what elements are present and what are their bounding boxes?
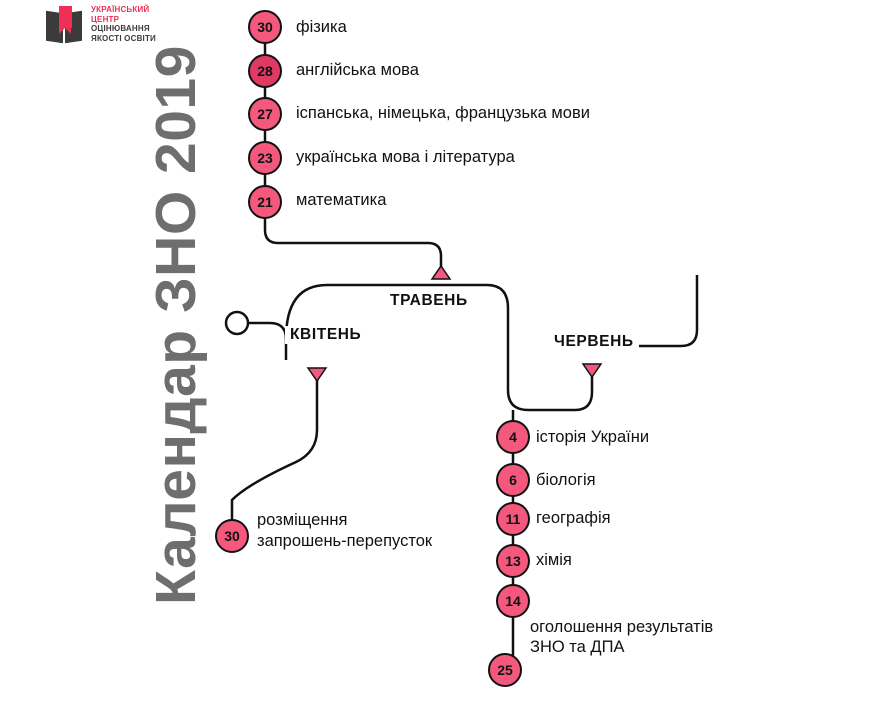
day-node-21-may[interactable]: 21 [248,185,282,219]
wire-april-top [248,323,286,360]
day-node-11-june[interactable]: 11 [496,502,530,536]
wire-june-connector [508,345,592,410]
day-node-27-may[interactable]: 27 [248,97,282,131]
day-node-25-june[interactable]: 25 [488,653,522,687]
day-node-4-june[interactable]: 4 [496,420,530,454]
day-node-30-may[interactable]: 30 [248,10,282,44]
day-node-13-june[interactable]: 13 [496,544,530,578]
day-node-30-april[interactable]: 30 [215,519,249,553]
day-node-14-june[interactable]: 14 [496,584,530,618]
june-arrow-marker [583,364,601,377]
day-node-6-june[interactable]: 6 [496,463,530,497]
event-label-ukrainian: українська мова і література [296,148,515,166]
event-label-english: англійська мова [296,61,419,79]
month-label-june: ЧЕРВЕНЬ [549,333,639,351]
event-label-invitations-line2: запрошень-перепусток [257,532,433,550]
event-label-geography: географія [536,509,611,527]
logo-line-2: ЦЕНТР [91,14,120,24]
wire-april-to-day30 [232,380,317,520]
logo-line-3: ОЦІНЮВАННЯ [91,24,150,33]
april-arrow-marker [308,368,326,381]
day-node-28-may[interactable]: 28 [248,54,282,88]
event-label-results-line1: оголошення результатів [530,618,714,636]
april-start-terminal [226,312,248,334]
event-label-invitations-line1: розміщення [257,511,348,529]
event-label-results-line2: ЗНО та ДПА [530,638,625,656]
month-label-april: КВІТЕНЬ [285,326,366,344]
event-label-biology: біологія [536,471,596,489]
event-label-chemistry: хімія [536,551,572,569]
may-arrow-marker [432,266,450,279]
logo-line-1: УКРАЇНСЬКИЙ [91,5,150,14]
event-label-foreign-langs: іспанська, німецька, французька мови [296,104,590,122]
logo-line-4: ЯКОСТІ ОСВІТИ [91,33,157,43]
event-label-math: математика [296,191,387,209]
month-label-may: ТРАВЕНЬ [385,292,473,310]
page-title: Календар ЗНО 2019 [144,45,208,605]
day-node-23-may[interactable]: 23 [248,141,282,175]
event-label-history: історія України [536,428,650,446]
event-label-fizyka: фізика [296,18,347,36]
